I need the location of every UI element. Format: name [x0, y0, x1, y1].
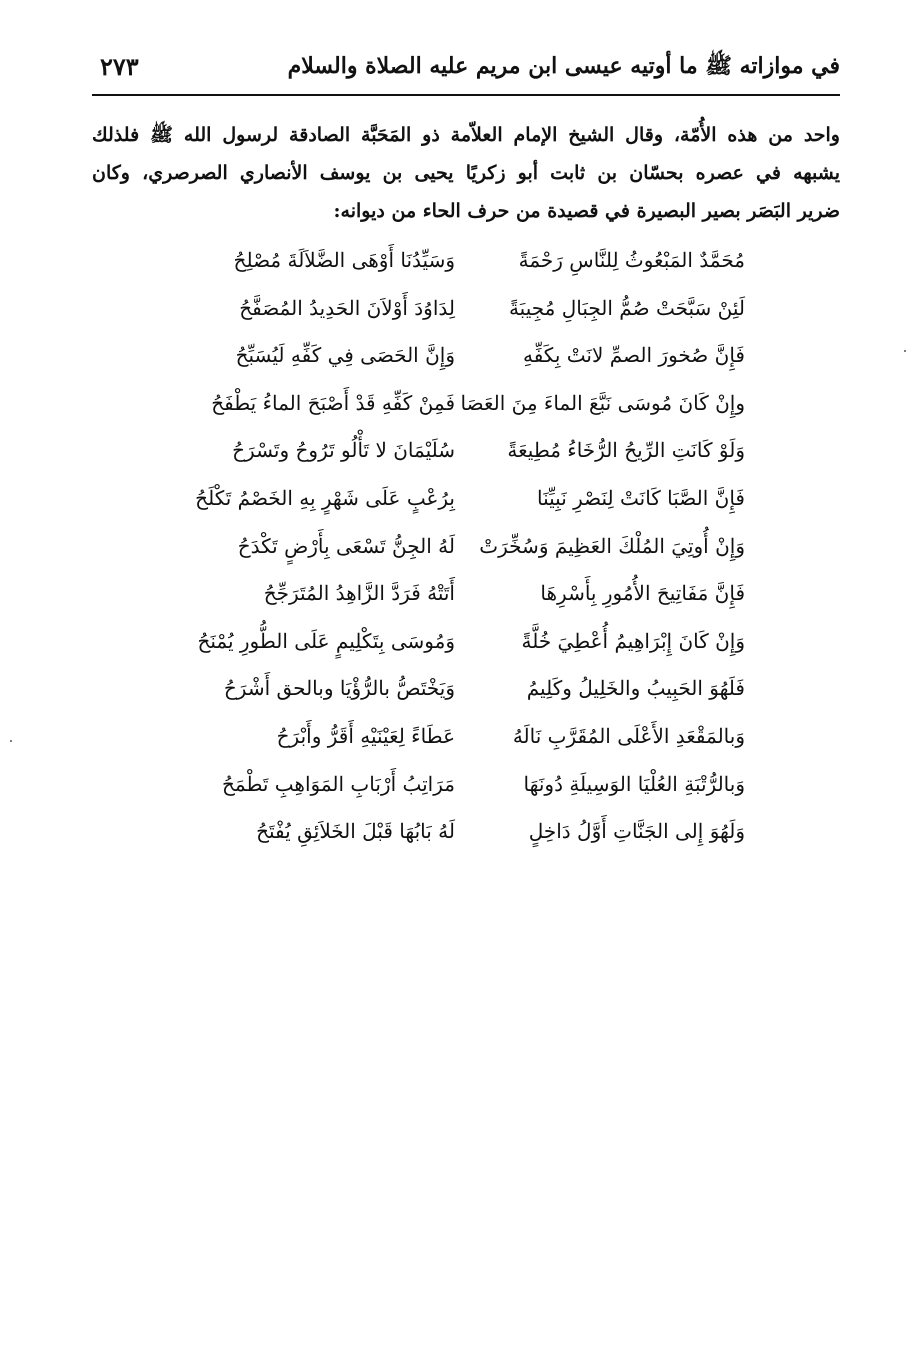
verse-second-hemistich: مَرَاتِبُ أَرْبَابِ المَوَاهِبِ تَطْمَحُ — [221, 771, 455, 796]
verse-first-hemistich: فَإِنَّ مَفَاتِيحَ الأُمُورِ بِأَسْرِهَا — [540, 581, 745, 606]
verse-second-hemistich: سُلَيْمَانَ لا تَأْلُو تَرُوحُ وتَسْرَحُ — [232, 438, 455, 463]
verse-second-hemistich: وَإِنَّ الحَصَى فِي كَفِّهِ لَيُسَبِّحُ — [235, 343, 455, 368]
verse-first-hemistich: وَلَوْ كَانَتِ الرِّيحُ الرُّخَاءُ مُطِيعَةً — [507, 438, 745, 463]
verse-first-hemistich: وَبالمَقْعَدِ الأَعْلَى المُقَرَّبِ نَالَهُ — [512, 723, 745, 748]
verse-first-hemistich: وَبالرُّتْبَةِ العُلْيَا الوَسِيلَةِ دُونَهَا — [523, 771, 745, 796]
verse-second-hemistich: بِرُعْبٍ عَلَى شَهْرٍ بِهِ الخَصْمُ تَكْلَحُ — [195, 485, 455, 510]
verse — [165, 240, 745, 288]
running-title: في موازاته ﷺ ما أوتيه عيسى ابن مريم عليه الصلاة والسلام — [287, 53, 840, 79]
verse-second-hemistich: لَهُ الجِنُّ تَسْعَى بِأَرْضٍ تَكْدَحُ — [237, 533, 455, 558]
verse — [165, 288, 745, 336]
verse — [165, 383, 745, 431]
intro-line: واحد من هذه الأُمّة، وقال الشيخ الإمام العلاّمة ذو المَحَبَّة الصادقة لرسول الله ﷺ فلذلك — [92, 124, 840, 146]
verse — [165, 335, 745, 383]
verse — [165, 716, 745, 764]
verse — [165, 430, 745, 478]
verse-second-hemistich: وَيَخْتَصُّ بالرُّؤْيَا وبالحق أَشْرَحُ — [223, 676, 455, 701]
page-number: ٢٧٣ — [100, 52, 139, 81]
verse — [165, 478, 745, 526]
scan-speck — [10, 740, 12, 742]
scan-speck — [904, 350, 906, 352]
verse-first-hemistich: وإِنْ كَانَ مُوسَى نَبَّعَ الماءَ مِنَ العَصَا — [460, 390, 745, 415]
verse-second-hemistich: فَمِنْ كَفِّهِ قَدْ أَصْبَحَ الماءُ يَطْفَحُ — [211, 390, 455, 415]
verse — [165, 621, 745, 669]
verse-second-hemistich: عَطَاءً لِعَيْنَيْهِ أَقَرُّ وأَبْرَحُ — [276, 723, 455, 748]
running-header — [92, 52, 840, 92]
verse-second-hemistich: وَسَيِّدُنَا أَوْهَى الضَّلاَلَةَ مُصْلِحُ — [233, 248, 455, 272]
verse-second-hemistich: أَتَتْهُ فَرَدَّ الزَّاهِدُ المُتَرَجِّحُ — [263, 581, 455, 606]
verse-first-hemistich: وَلَهُوَ إِلى الجَنَّاتِ أَوَّلُ دَاخِلٍ — [528, 819, 745, 844]
verse-first-hemistich: وَإِنْ كَانَ إِبْرَاهِيمُ أُعْطِيَ خُلَّةً — [521, 628, 745, 653]
verse-second-hemistich: لَهُ بَابُهَا قَبْلَ الخَلاَئِقِ يُفْتَحُ — [256, 819, 455, 844]
verse-first-hemistich: مُحَمَّدٌ المَبْعُوثُ لِلنَّاسِ رَحْمَةً — [518, 248, 745, 272]
verse-first-hemistich: وَإِنْ أُوتِيَ المُلْكَ العَظِيمَ وَسُخِّرَتْ — [479, 533, 745, 558]
verse — [165, 573, 745, 621]
verse — [165, 811, 745, 859]
verse-second-hemistich: وَمُوسَى بِتَكْلِيمٍ عَلَى الطُّورِ يُمْنَحُ — [197, 628, 455, 653]
verse-first-hemistich: لَئِنْ سَبَّحَتْ صُمُّ الجِبَالِ مُجِيبَةً — [508, 295, 745, 320]
verse-first-hemistich: فَلَهُوَ الحَبِيبُ والخَلِيلُ وكَلِيمُ — [526, 676, 745, 701]
verse — [165, 668, 745, 716]
header-rule — [92, 94, 840, 96]
verse-second-hemistich: لِدَاوُدَ أَوْلاَنَ الحَدِيدُ المُصَفَّحُ — [239, 295, 455, 320]
intro-paragraph — [92, 116, 840, 230]
verse-first-hemistich: فَإِنَّ الصَّبَا كَانَتْ لِنَصْرِ نَبِيِّنَا — [537, 485, 745, 510]
poem — [165, 240, 745, 859]
intro-line: ضرير البَصَر بصير البصيرة في قصيدة من حرف الحاء من ديوانه: — [333, 200, 840, 222]
verse — [165, 764, 745, 812]
verse — [165, 526, 745, 574]
verse-first-hemistich: فَإِنَّ صُخورَ الصمِّ لانَتْ بِكَفِّهِ — [522, 343, 745, 368]
intro-line: يشبهه في عصره بحسّان بن ثابت أبو زكريًا يحيى بن يوسف الأنصاري الصرصري، وكان — [92, 162, 840, 184]
